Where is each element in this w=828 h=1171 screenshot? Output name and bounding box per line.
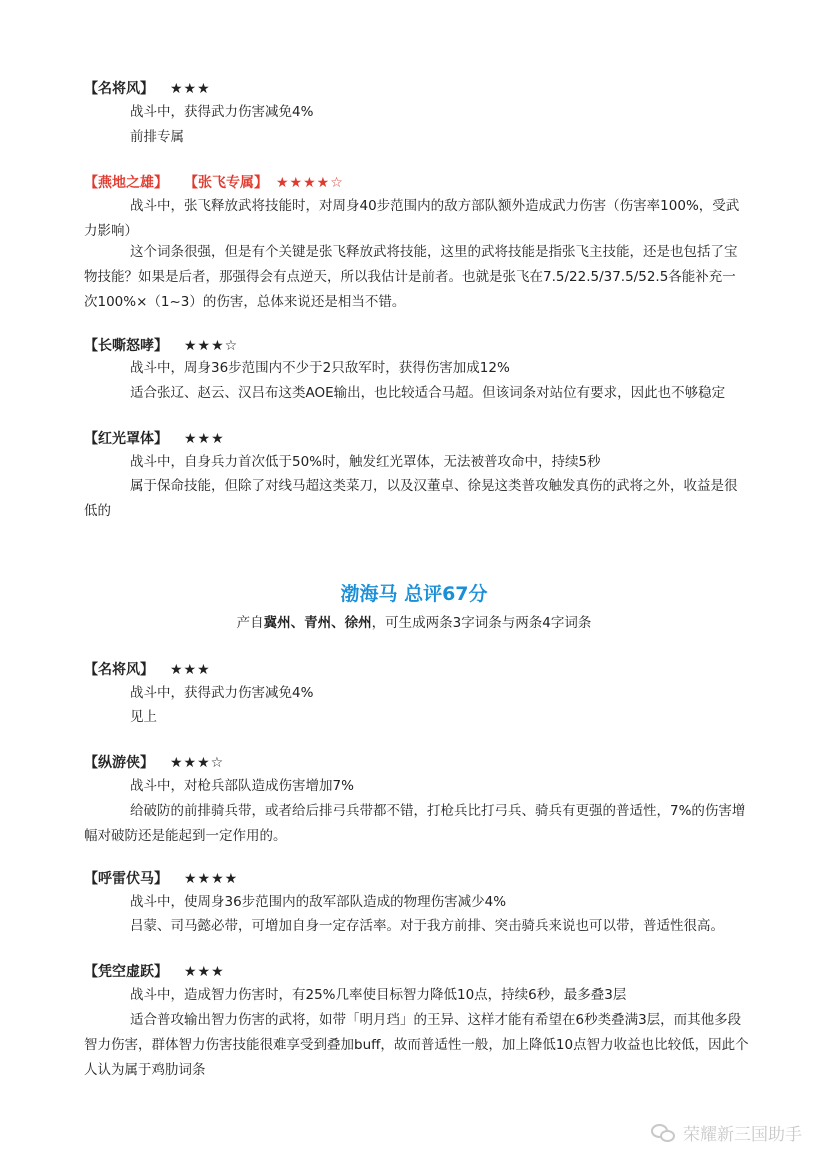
entry-title: 【红光罩体】 [84,431,168,447]
entry-effect: 战斗中，张飞释放武将技能时，对周身40步范围内的敌方部队额外造成武力伤害（伤害率100%，受武力影响） [84,198,740,239]
entry-comment: 这个词条很强，但是有个关键是张飞释放武将技能，这里的武将技能是指张飞主技能，还是也包括了宝物技能？如果是后者，那强得会有点逆天，所以我估计是前者。也就是张飞在7.5/22.5/37.5/52.5各能补充一次100%×（1~3）的伤害，总体来说还是相当不错。 [84,244,738,310]
subtitle-suffix: ，可生成两条3字词条与两条4字词条 [371,615,592,631]
subtitle-places: 冀州、青州、徐州 [263,615,372,631]
star-rating: ★★★ [170,81,211,97]
section-title: 渤海马 总评67分 [340,583,488,605]
entry-comment: 见上 [130,709,157,725]
entry-effect: 战斗中，周身36步范围内不少于2只敌军时，获得伤害加成12% [130,360,510,376]
entry-heading [84,79,211,99]
entry-title: 【名将风】 [84,662,154,678]
entry-effect: 战斗中，使周身36步范围内的敌军部队造成的物理伤害减少4% [130,894,507,910]
entry-title: 【纵游侠】 [84,755,154,771]
entry-effect: 战斗中，对枪兵部队造成伤害增加7% [130,778,354,794]
entry-heading [84,173,344,193]
entry-title: 【燕地之雄】 [84,175,168,191]
star-rating: ★★★☆ [184,338,239,354]
entry-heading [84,753,224,773]
entry-effect: 战斗中，获得武力伤害减免4% [130,104,314,120]
entry-title: 【长嘶怒哮】 [84,338,168,354]
entry-effect: 战斗中，自身兵力首次低于50%时，触发红光罩体，无法被普攻命中，持续5秒 [130,454,601,470]
star-rating: ★★★ [184,964,225,980]
star-rating: ★★★ [184,431,225,447]
entry-comment: 适合张辽、赵云、汉吕布这类AOE输出，也比较适合马超。但该词条对站位有要求，因此也不够稳定 [130,385,726,401]
entry-heading [84,962,225,982]
entry-effect: 战斗中，造成智力伤害时，有25%几率使目标智力降低10点，持续6秒，最多叠3层 [130,987,627,1003]
star-rating: ★★★☆ [170,755,225,771]
exclusive-tag: 【张飞专属】 [184,175,268,191]
star-rating: ★★★★ [184,871,239,887]
star-rating: ★★★★☆ [276,175,344,191]
entry-heading [84,336,238,356]
entry-heading [84,429,225,449]
entry-comment: 属于保命技能，但除了对线马超这类菜刀，以及汉董卓、徐晃这类普攻触发真伤的武将之外，收益是很低的 [84,478,738,519]
entry-title: 【呼雷伏马】 [84,871,168,887]
wechat-icon [651,1122,677,1144]
entry-comment: 给破防的前排骑兵带，或者给后排弓兵带都不错，打枪兵比打弓兵、骑兵有更强的普适性，7%的伤害增幅对破防还是能起到一定作用的。 [84,803,746,844]
entry-heading [84,660,211,680]
watermark [651,1120,802,1145]
entry-heading [84,869,238,889]
watermark-text: 荣耀新三国助手 [683,1125,802,1145]
section-subtitle [0,612,828,634]
entry-effect: 战斗中，获得武力伤害减免4% [130,685,314,701]
entry-comment: 适合普攻输出智力伤害的武将，如带「明月珰」的王异、这样才能有希望在6秒类叠满3层，而其他多段智力伤害，群体智力伤害技能很难享受到叠加buff，故而普适性一般，加上降低10点智力收益也比较低，因此个人认为属于鸡肋词条 [84,1012,749,1078]
entry-comment: 吕蒙、司马懿必带，可增加自身一定存活率。对于我方前排、突击骑兵来说也可以带，普适性很高。 [130,918,724,934]
entry-title: 【名将风】 [84,81,154,97]
star-rating: ★★★ [170,662,211,678]
subtitle-prefix: 产自 [236,615,264,631]
entry-comment: 前排专属 [130,129,184,145]
entry-title: 【凭空虚跃】 [84,964,168,980]
